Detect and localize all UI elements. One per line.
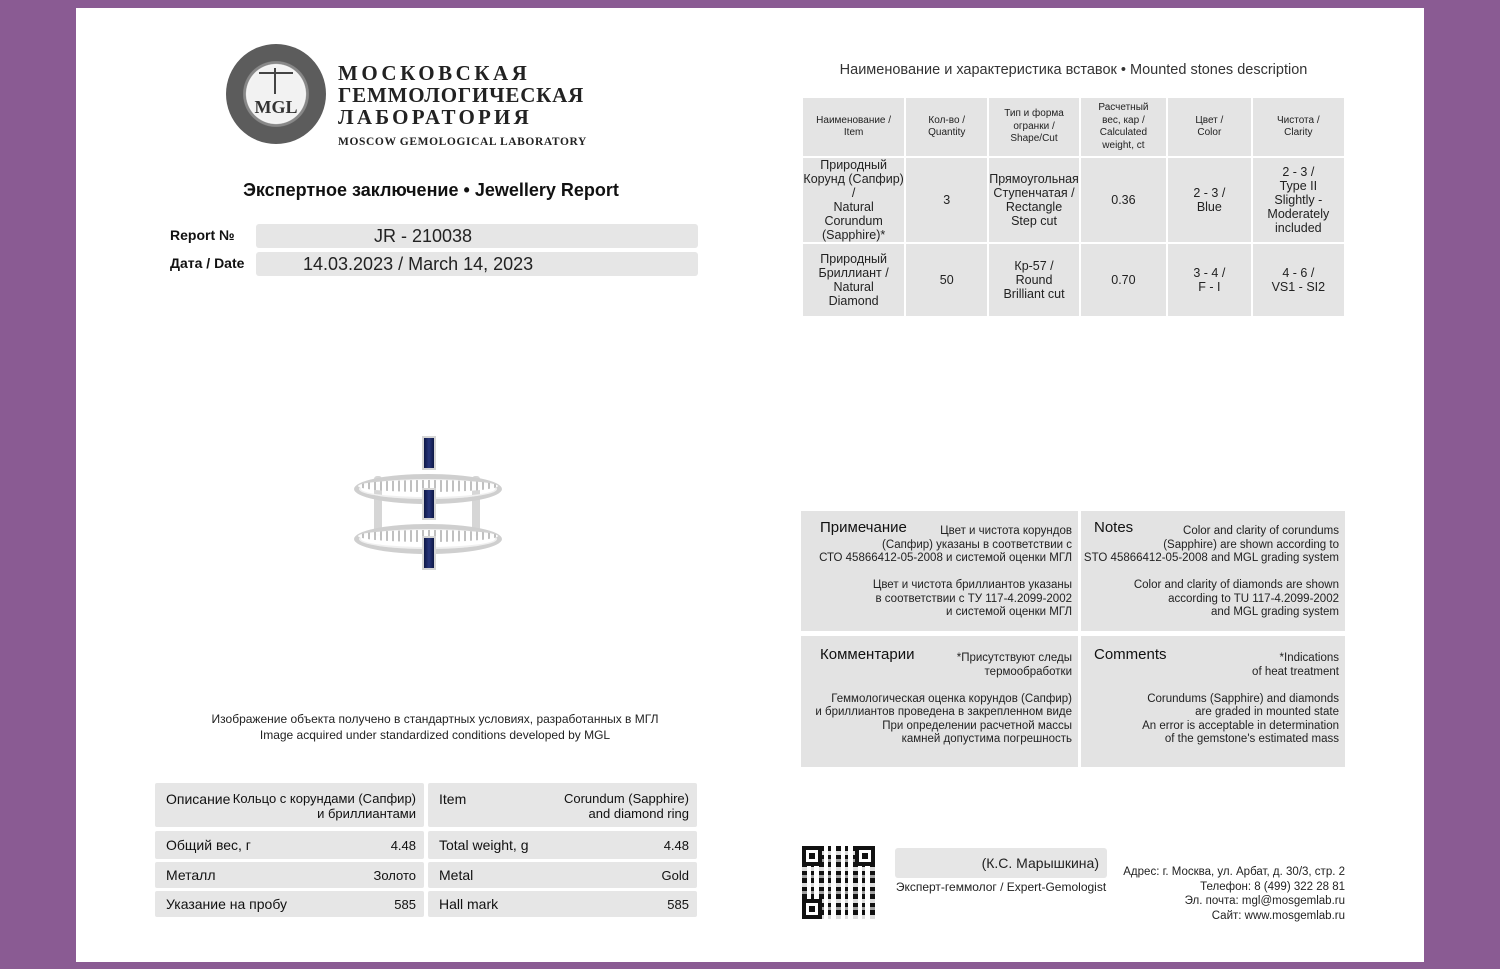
lab-name: МОСКОВСКАЯ ГЕММОЛОГИЧЕСКАЯ ЛАБОРАТОРИЯ xyxy=(338,61,585,129)
header-quantity: Кол-во / Quantity xyxy=(906,98,987,156)
sapphire-baguette xyxy=(422,436,436,470)
lab-name-en: MOSCOW GEMOLOGICAL LABORATORY xyxy=(338,136,587,148)
mgl-seal-logo xyxy=(226,44,326,144)
contact-address: Адрес: г. Москва, ул. Арбат, д. 30/3, стр. 2 xyxy=(1123,866,1345,878)
table-row: Природный Бриллиант / Natural Diamond 50 Кр-57 / Round Brilliant cut 0.70 3 - 4 / F - I 4 - 6 / VS1 - SI2 xyxy=(803,244,1344,316)
scales-icon xyxy=(259,72,293,94)
contact-phone: Телефон: 8 (499) 322 28 81 xyxy=(1200,880,1345,893)
seal-mark: MGL xyxy=(254,97,298,117)
hallmark-row: Указание на пробу 585 Hall mark 585 xyxy=(155,891,697,917)
notes-en-title: Notes xyxy=(1094,519,1134,536)
report-number-value: JR - 210038 xyxy=(374,225,473,246)
header-color: Цвет / Color xyxy=(1168,98,1251,156)
ring-photo xyxy=(350,436,505,576)
sapphire-baguette xyxy=(422,536,436,570)
report-number-label: Report № xyxy=(170,227,235,243)
report-date-value: 14.03.2023 / March 14, 2023 xyxy=(303,253,534,274)
stones-table xyxy=(801,96,1346,318)
report-title: Экспертное заключение • Jewellery Report xyxy=(243,180,619,200)
notes-ru-box: Примечание Цвет и чистота корундов (Сапфир) указаны в соответствии с СТО 45866412-05-2008 и системой оценки МГЛ Цвет и чистота бриллиантов указаны в соответствии с ТУ 117-4.2099-2002 и системой оценки МГЛ xyxy=(801,511,1078,631)
expert-role: Эксперт-геммолог / Expert-Gemologist xyxy=(895,880,1107,894)
stones-title: Наименование и характеристика вставок • Mounted stones description xyxy=(839,62,1308,78)
table-row: Природный Корунд (Сапфир) / Natural Corundum (Sapphire)* 3 Прямоугольная Ступенчатая / Rectangle Step cut 0.36 2 - 3 / Blue 2 - 3 / Type II Slightly - Moderately included xyxy=(803,158,1344,242)
contact-email[interactable]: Эл. почта: mgl@mosgemlab.ru xyxy=(1184,895,1345,907)
contact-website[interactable]: Сайт: www.mosgemlab.ru xyxy=(1211,909,1345,922)
qr-code[interactable] xyxy=(802,846,875,919)
contacts xyxy=(1110,865,1345,923)
description-label: Описание xyxy=(166,791,231,807)
report-number-field xyxy=(256,224,698,248)
notes-en-box: Notes Color and clarity of corundums (Sapphire) are shown according to STO 45866412-05-2008 and MGL grading system Color and clarity of diamonds are shown according to TU 117-4.2099-2002 and MGL grading system xyxy=(1081,511,1345,631)
comments-ru-title: Комментарии xyxy=(820,646,915,663)
comments-ru-box: Комментарии *Присутствуют следы термообработки Геммологическая оценка корундов (Сапфир) и бриллиантов проведена в закрепленном виде При определении расчетной массы камней допустима погрешность xyxy=(801,636,1078,767)
header-item: Наименование / Item xyxy=(803,98,904,156)
description-row: Описание Кольцо с корундами (Сапфир) и бриллиантами Item Corundum (Sapphire) and diamond ring xyxy=(155,783,697,827)
metal-row: Металл Золото Metal Gold xyxy=(155,862,697,888)
report-date-field xyxy=(256,252,698,276)
item-label: Item xyxy=(439,791,467,807)
header-clarity: Чистота / Clarity xyxy=(1253,98,1344,156)
report-date-label: Дата / Date xyxy=(170,255,245,271)
expert-signature-field xyxy=(895,848,1107,878)
expert-name: (К.С. Марышкина) xyxy=(981,855,1099,871)
weight-row: Общий вес, г 4.48 Total weight, g 4.48 xyxy=(155,831,697,859)
header-weight: Расчетный вес, кар / Calculated weight, ct xyxy=(1081,98,1166,156)
table-header-row xyxy=(803,98,1344,156)
comments-en-box: Comments *Indications of heat treatment Corundums (Sapphire) and diamonds are graded in mounted state An error is acceptable in determination of the gemstone's estimated mass xyxy=(1081,636,1345,767)
image-caption: Изображение объекта получено в стандартных условиях, разработанных в МГЛ Image acquired under standardized conditions developed by MGL xyxy=(211,712,659,742)
notes-ru-title: Примечание xyxy=(820,519,907,536)
sapphire-baguette xyxy=(422,488,436,520)
header-cut: Тип и форма огранки / Shape/Cut xyxy=(989,98,1079,156)
comments-en-title: Comments xyxy=(1094,646,1167,663)
